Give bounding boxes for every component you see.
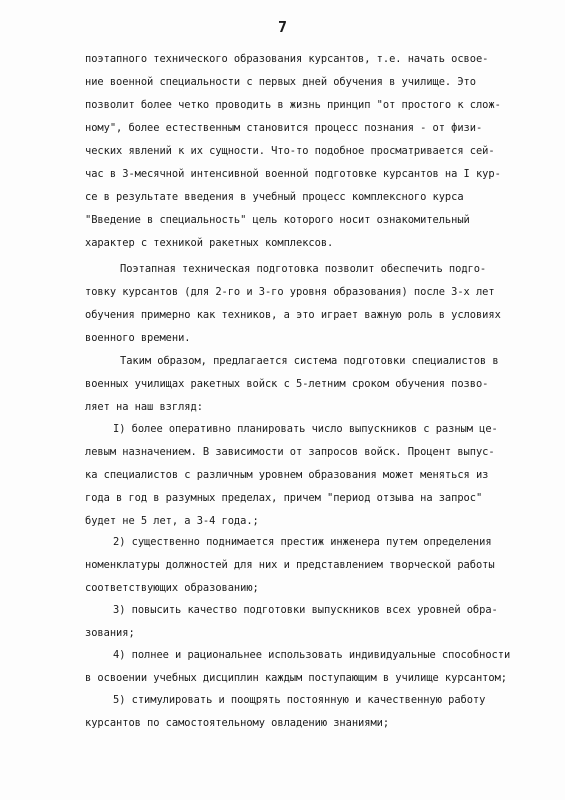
list-item-3 [85, 599, 555, 645]
text-line: левым назначением. В зависимости от запросов войск. Процент выпус- [85, 446, 495, 458]
text-line: "Введение в специальность" цель которого носит ознакомительный [85, 214, 470, 226]
paragraph-summary [85, 350, 555, 419]
text-line: товку курсантов (для 2-го и 3-го уровня образования) после 3-х лет [85, 286, 495, 298]
text-line: года в год в разумных пределах, причем "период отзыва на запрос" [85, 492, 483, 504]
list-item-1 [85, 418, 555, 533]
text-line: характер с техникой ракетных комплексов. [85, 237, 334, 249]
text-line: се в результате введения в учебный процесс комплексного курса [85, 191, 464, 203]
text-line: 5) стимулировать и поощрять постоянную и качественную работу [113, 694, 486, 706]
text-line: ние военной специальности с первых дней обучения в училище. Это [85, 76, 476, 88]
text-line: ному", более естественным становится процесс познания - от физи- [85, 122, 483, 134]
text-line: час в 3-месячной интенсивной военной подготовке курсантов на I кур- [85, 168, 501, 180]
paragraph-intro [85, 48, 555, 255]
text-line: ка специалистов с различным уровнем образования может меняться из [85, 469, 489, 481]
text-line: будет не 5 лет, а 3-4 года.; [85, 515, 259, 527]
text-line: соответствующих образованию; [85, 582, 259, 594]
text-line: ляет на наш взгляд: [85, 401, 203, 413]
list-item-2 [85, 531, 555, 600]
text-line: 3) повысить качество подготовки выпускников всех уровней обра- [113, 604, 498, 616]
text-line: позволит более четко проводить в жизнь принцип "от простого к слож- [85, 99, 501, 111]
text-line: номенклатуры должностей для них и представлением творческой работы [85, 559, 495, 571]
text-line: Поэтапная техническая подготовка позволит обеспечить подго- [120, 263, 487, 275]
text-line: обучения примерно как техников, а это играет важную роль в условиях [85, 309, 501, 321]
list-item-5 [85, 689, 555, 735]
text-line: военных училищах ракетных войск с 5-летним сроком обучения позво- [85, 378, 489, 390]
text-line: Таким образом, предлагается система подготовки специалистов в [120, 355, 499, 367]
text-line: в освоении учебных дисциплин каждым поступающим в училище курсантом; [85, 672, 507, 684]
text-line: 4) полнее и рациональнее использовать индивидуальные способности [113, 649, 511, 661]
text-line: курсантов по самостоятельному овладению знаниями; [85, 717, 390, 729]
text-line: 2) существенно поднимается престиж инженера путем определения [113, 536, 492, 548]
text-line: поэтапного технического образования курсантов, т.е. начать освое- [85, 53, 489, 65]
list-item-4 [85, 644, 555, 690]
page-number: 7 [277, 18, 288, 36]
text-line: зования; [85, 627, 135, 639]
paragraph-technical-training [85, 258, 555, 350]
text-line: ческих явлений к их сущности. Что-то подобное просматривается сей- [85, 145, 495, 157]
text-line: военного времени. [85, 332, 191, 344]
text-line: I) более оперативно планировать число выпускников с разным це- [113, 423, 498, 435]
